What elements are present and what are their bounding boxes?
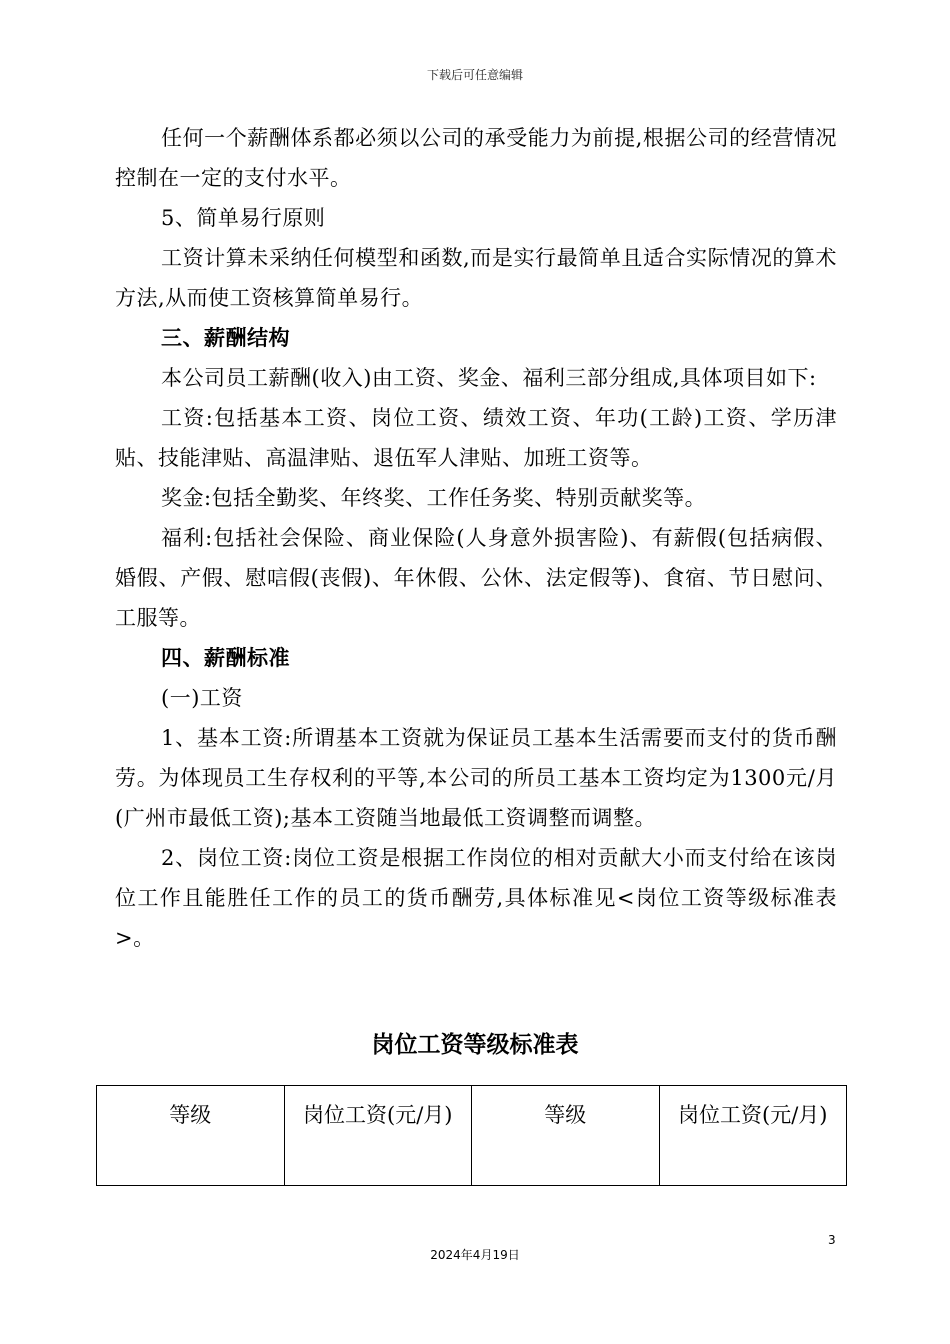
paragraph: 奖金:包括全勤奖、年终奖、工作任务奖、特别贡献奖等。	[161, 486, 707, 510]
page-header: 下载后可任意编辑	[426, 68, 523, 82]
footer-date: 2024年4月19日	[430, 1248, 520, 1262]
page-number: 3	[828, 1233, 836, 1247]
paragraph: 福利:包括社会保险、商业保险(人身意外损害险)、有薪假(包括病假、婚假、产假、慰唁假(丧假)、年休假、公休、法定假等)、食宿、节日慰问、工服等。	[115, 526, 837, 630]
document-body	[115, 118, 837, 958]
paragraph: 2、岗位工资:岗位工资是根据工作岗位的相对贡献大小而支付给在该岗位工作且能胜任工作的员工的货币酬劳,具体标准见<岗位工资等级标准表>。	[115, 846, 837, 950]
table-title: 岗位工资等级标准表	[371, 1032, 579, 1058]
table-header-row	[97, 1086, 847, 1186]
table-header-cell: 等级	[97, 1086, 285, 1186]
section-heading: 四、薪酬标准	[161, 646, 290, 670]
paragraph: 工资计算未采纳任何模型和函数,而是实行最简单且适合实际情况的算术方法,从而使工资核算简单易行。	[115, 246, 837, 310]
paragraph: 5、简单易行原则	[161, 206, 326, 230]
paragraph: (一)工资	[161, 686, 243, 710]
table-header-cell: 岗位工资(元/月)	[284, 1086, 472, 1186]
paragraph: 本公司员工薪酬(收入)由工资、奖金、福利三部分组成,具体项目如下:	[161, 366, 817, 390]
paragraph: 工资:包括基本工资、岗位工资、绩效工资、年功(工龄)工资、学历津贴、技能津贴、高温津贴、退伍军人津贴、加班工资等。	[115, 406, 837, 470]
paragraph: 1、基本工资:所谓基本工资就为保证员工基本生活需要而支付的货币酬劳。为体现员工生存权利的平等,本公司的所员工基本工资均定为1300元/月(广州市最低工资);基本工资随当地最低工资调整而调整。	[115, 726, 837, 830]
table-header-cell: 等级	[472, 1086, 660, 1186]
section-heading: 三、薪酬结构	[161, 326, 290, 350]
salary-grade-table	[96, 1085, 847, 1186]
table-header-cell: 岗位工资(元/月)	[659, 1086, 847, 1186]
paragraph: 任何一个薪酬体系都必须以公司的承受能力为前提,根据公司的经营情况控制在一定的支付水平。	[115, 126, 837, 190]
